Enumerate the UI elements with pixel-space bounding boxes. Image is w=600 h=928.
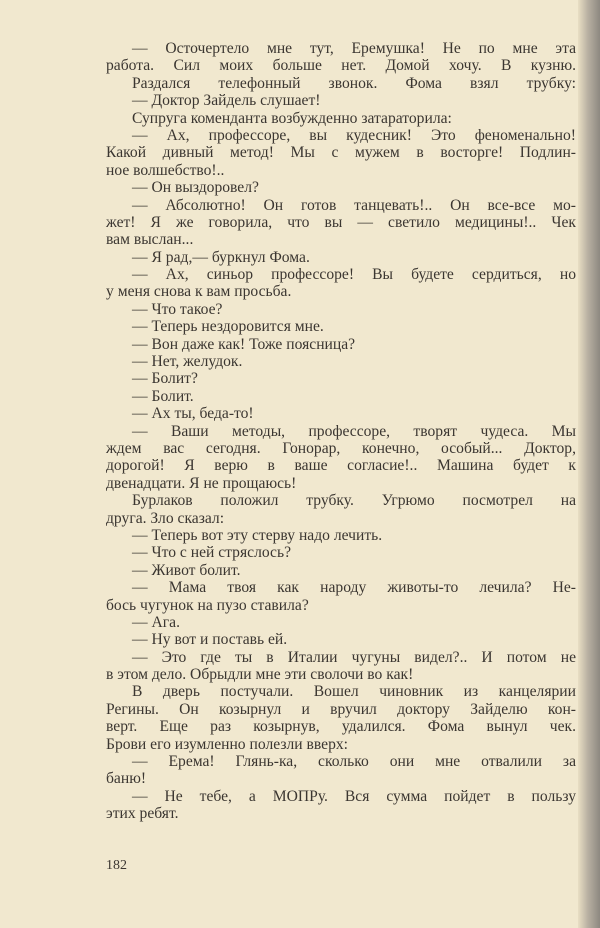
text-line: — Осточертело мне тут, Еремушка! Не по мне эта [132,40,576,57]
page-body-text [106,40,576,823]
text-line: — Доктор Зайдель слушает! [132,92,321,110]
text-line: этих ребят. [106,805,179,823]
text-line: — Болит. [132,387,194,405]
text-line: работа. Сил моих больше нет. Домой хочу. В кузню. [106,57,576,75]
text-line: — Болит? [132,370,198,388]
text-line: — Ерема! Глянь-ка, сколько они мне отвалили за [132,753,576,771]
text-line: — Вон даже как! Тоже поясница? [132,335,356,353]
text-line: Какой дивный метод! Мы с мужем в восторге! Подлин- [106,144,576,162]
text-line: ное волшебство!.. [106,161,225,179]
text-line: — Ага. [132,613,180,631]
text-line: Раздался телефонный звонок. Фома взял трубку: [132,74,576,92]
text-line: — Ваши методы, профессоре, творят чудеса. Мы [132,422,576,440]
text-line: — Он выздоровел? [132,179,259,197]
text-line: верт. Еще раз козырнув, удалился. Фома вынул чек. [106,718,576,736]
page-number: 182 [106,858,127,873]
text-line: Регины. Он козырнул и вручил доктору Зайделю кон- [106,700,576,718]
text-line: — Что такое? [132,300,223,318]
text-line: вам выслан... [106,231,194,249]
text-line: — Мама твоя как народу животы-то лечила? Не- [132,579,576,597]
text-line: дорогой! Я верю в ваше согласие!.. Машина будет к [106,457,576,475]
binding-shadow [578,0,600,928]
text-line: — Теперь вот эту стерву надо лечить. [132,526,383,544]
text-line: Брови его изумленно полезли вверх: [106,735,348,753]
text-line: — Абсолютно! Он готов танцевать!.. Он все-все мо- [132,196,576,214]
text-line: баню! [106,770,147,788]
text-line: у меня снова к вам просьба. [106,283,292,301]
text-line: — Я рад,— буркнул Фома. [132,248,310,266]
text-line: ждем вас сегодня. Гонорар, конечно, особый... Доктор, [106,439,576,457]
text-line: — Ах, синьор профессоре! Вы будете сердиться, но [132,266,576,284]
text-line: в этом дело. Обрыдли мне эти сволочи во как! [106,666,414,684]
text-line: жет! Я же говорила, что вы — светило медицины!.. Чек [106,213,576,231]
text-line: — Нет, желудок. [132,353,243,371]
text-line: Супруга коменданта возбужденно затараторила: [132,109,452,127]
text-line: бось чугунок на пузо ставила? [106,596,309,614]
text-line: Бурлаков положил трубку. Угрюмо посмотрел на [132,492,576,510]
text-line: — Не тебе, а МОПРу. Вся сумма пойдет в пользу [132,787,576,805]
text-line: В дверь постучали. Вошел чиновник из канцелярии [132,683,576,701]
text-line: — Теперь нездоровится мне. [132,318,324,336]
text-line: — Ну вот и поставь ей. [132,631,288,649]
text-line: — Что с ней стряслось? [132,544,291,562]
text-line: — Живот болит. [132,561,241,579]
text-line: двенадцати. Я не прощаюсь! [106,474,297,492]
text-line: друга. Зло сказал: [106,509,225,527]
text-line: — Ах ты, беда-то! [132,405,254,423]
text-line: — Ах, профессоре, вы кудесник! Это феноменально! [132,126,576,144]
text-line: — Это где ты в Италии чугуны видел?.. И потом не [132,648,576,666]
